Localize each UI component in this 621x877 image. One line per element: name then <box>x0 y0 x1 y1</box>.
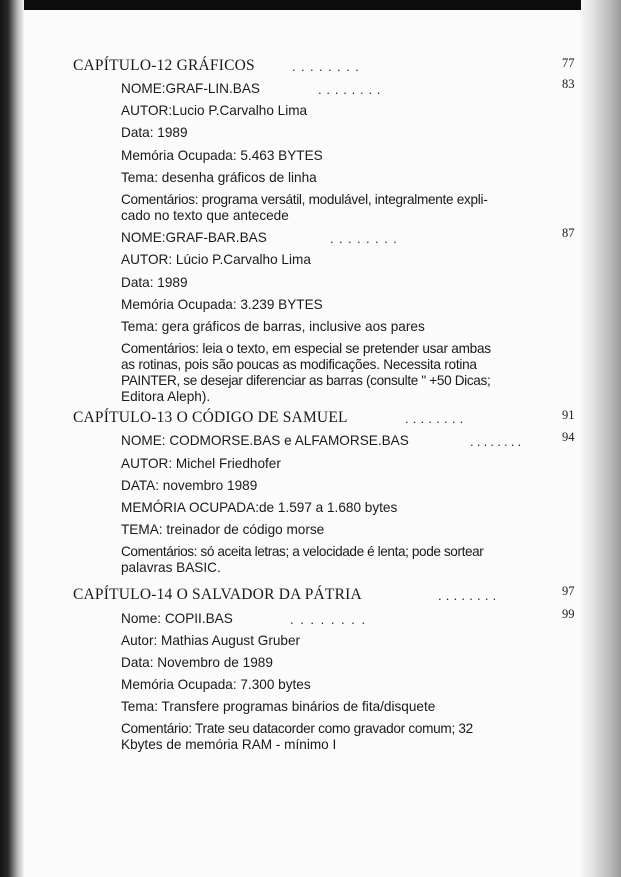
chapter-13-title: CAPÍTULO-13 O CÓDIGO DE SAMUEL <box>73 409 348 426</box>
program-author: AUTOR:Lucio P.Carvalho Lima <box>121 103 308 118</box>
toc-leader-dots: ........ <box>292 59 365 74</box>
chapter-12-page-number: 77 <box>562 56 575 70</box>
program-name: Nome: COPII.BAS <box>121 611 233 626</box>
program-name: NOME: CODMORSE.BAS e ALFAMORSE.BAS <box>121 433 409 448</box>
toc-leader-dots: ........ <box>405 411 468 426</box>
scan-top-edge <box>0 0 621 10</box>
program-theme: Tema: Transfere programas binários de fita/disquete <box>121 699 436 714</box>
program-memory: Memória Ocupada: 7.300 bytes <box>121 677 311 692</box>
program-memory: Memória Ocupada: 3.239 BYTES <box>121 297 323 312</box>
scan-left-edge <box>0 0 24 877</box>
program-page-number: 83 <box>562 77 575 91</box>
program-date: Data: 1989 <box>121 275 188 290</box>
scan-right-edge <box>581 0 621 877</box>
program-comment-line: Comentário: Trate seu datacorder como gravador comum; 32 <box>121 721 473 736</box>
program-comment-line: Comentários: leia o texto, em especial se pretender usar ambas <box>121 341 491 356</box>
program-memory: MEMÓRIA OCUPADA:de 1.597 a 1.680 bytes <box>121 500 398 515</box>
chapter-14-page-number: 97 <box>562 584 575 598</box>
chapter-14-title: CAPÍTULO-14 O SALVADOR DA PÁTRIA <box>73 586 362 603</box>
program-comment-line: Comentários: só aceita letras; a velocidade é lenta; pode sortear <box>121 544 484 559</box>
toc-leader-dots: ........ <box>470 434 525 449</box>
program-author: AUTOR: Lúcio P.Carvalho Lima <box>121 252 311 267</box>
program-comment-line: Comentários: programa versátil, modulável, integralmente expli- <box>121 192 488 207</box>
toc-leader-dots: ........ <box>290 612 372 627</box>
program-comment-line: Editora Aleph). <box>121 389 211 404</box>
program-comment-line: PAINTER, se desejar diferenciar as barras (consulte " +50 Dicas; <box>121 373 491 388</box>
program-comment-line: palavras BASIC. <box>121 560 221 575</box>
program-author: Autor: Mathias August Gruber <box>121 633 301 648</box>
program-comment-line: Kbytes de memória RAM - mínimo I <box>121 737 337 752</box>
chapter-12-title: CAPÍTULO-12 GRÁFICOS <box>73 57 255 74</box>
toc-leader-dots: ........ <box>318 82 386 97</box>
program-date: DATA: novembro 1989 <box>121 478 258 493</box>
toc-leader-dots: ........ <box>330 231 403 246</box>
program-author: AUTOR: Michel Friedhofer <box>121 456 281 471</box>
program-comment-line: cado no texto que antecede <box>121 208 289 223</box>
program-theme: TEMA: treinador de código morse <box>121 522 325 537</box>
program-page-number: 99 <box>562 607 575 621</box>
program-page-number: 94 <box>562 430 575 444</box>
program-memory: Memória Ocupada: 5.463 BYTES <box>121 148 323 163</box>
program-name: NOME:GRAF-BAR.BAS <box>121 230 267 245</box>
program-comment-line: as rotinas, pois são poucas as modificações. Necessita rotina <box>121 357 477 372</box>
toc-leader-dots: ........ <box>438 588 501 603</box>
program-date: Data: 1989 <box>121 125 188 140</box>
program-name: NOME:GRAF-LIN.BAS <box>121 81 260 96</box>
program-theme: Tema: gera gráficos de barras, inclusive aos pares <box>121 319 425 334</box>
program-page-number: 87 <box>562 226 575 240</box>
chapter-13-page-number: 91 <box>562 408 575 422</box>
program-date: Data: Novembro de 1989 <box>121 655 273 670</box>
program-theme: Tema: desenha gráficos de linha <box>121 170 317 185</box>
